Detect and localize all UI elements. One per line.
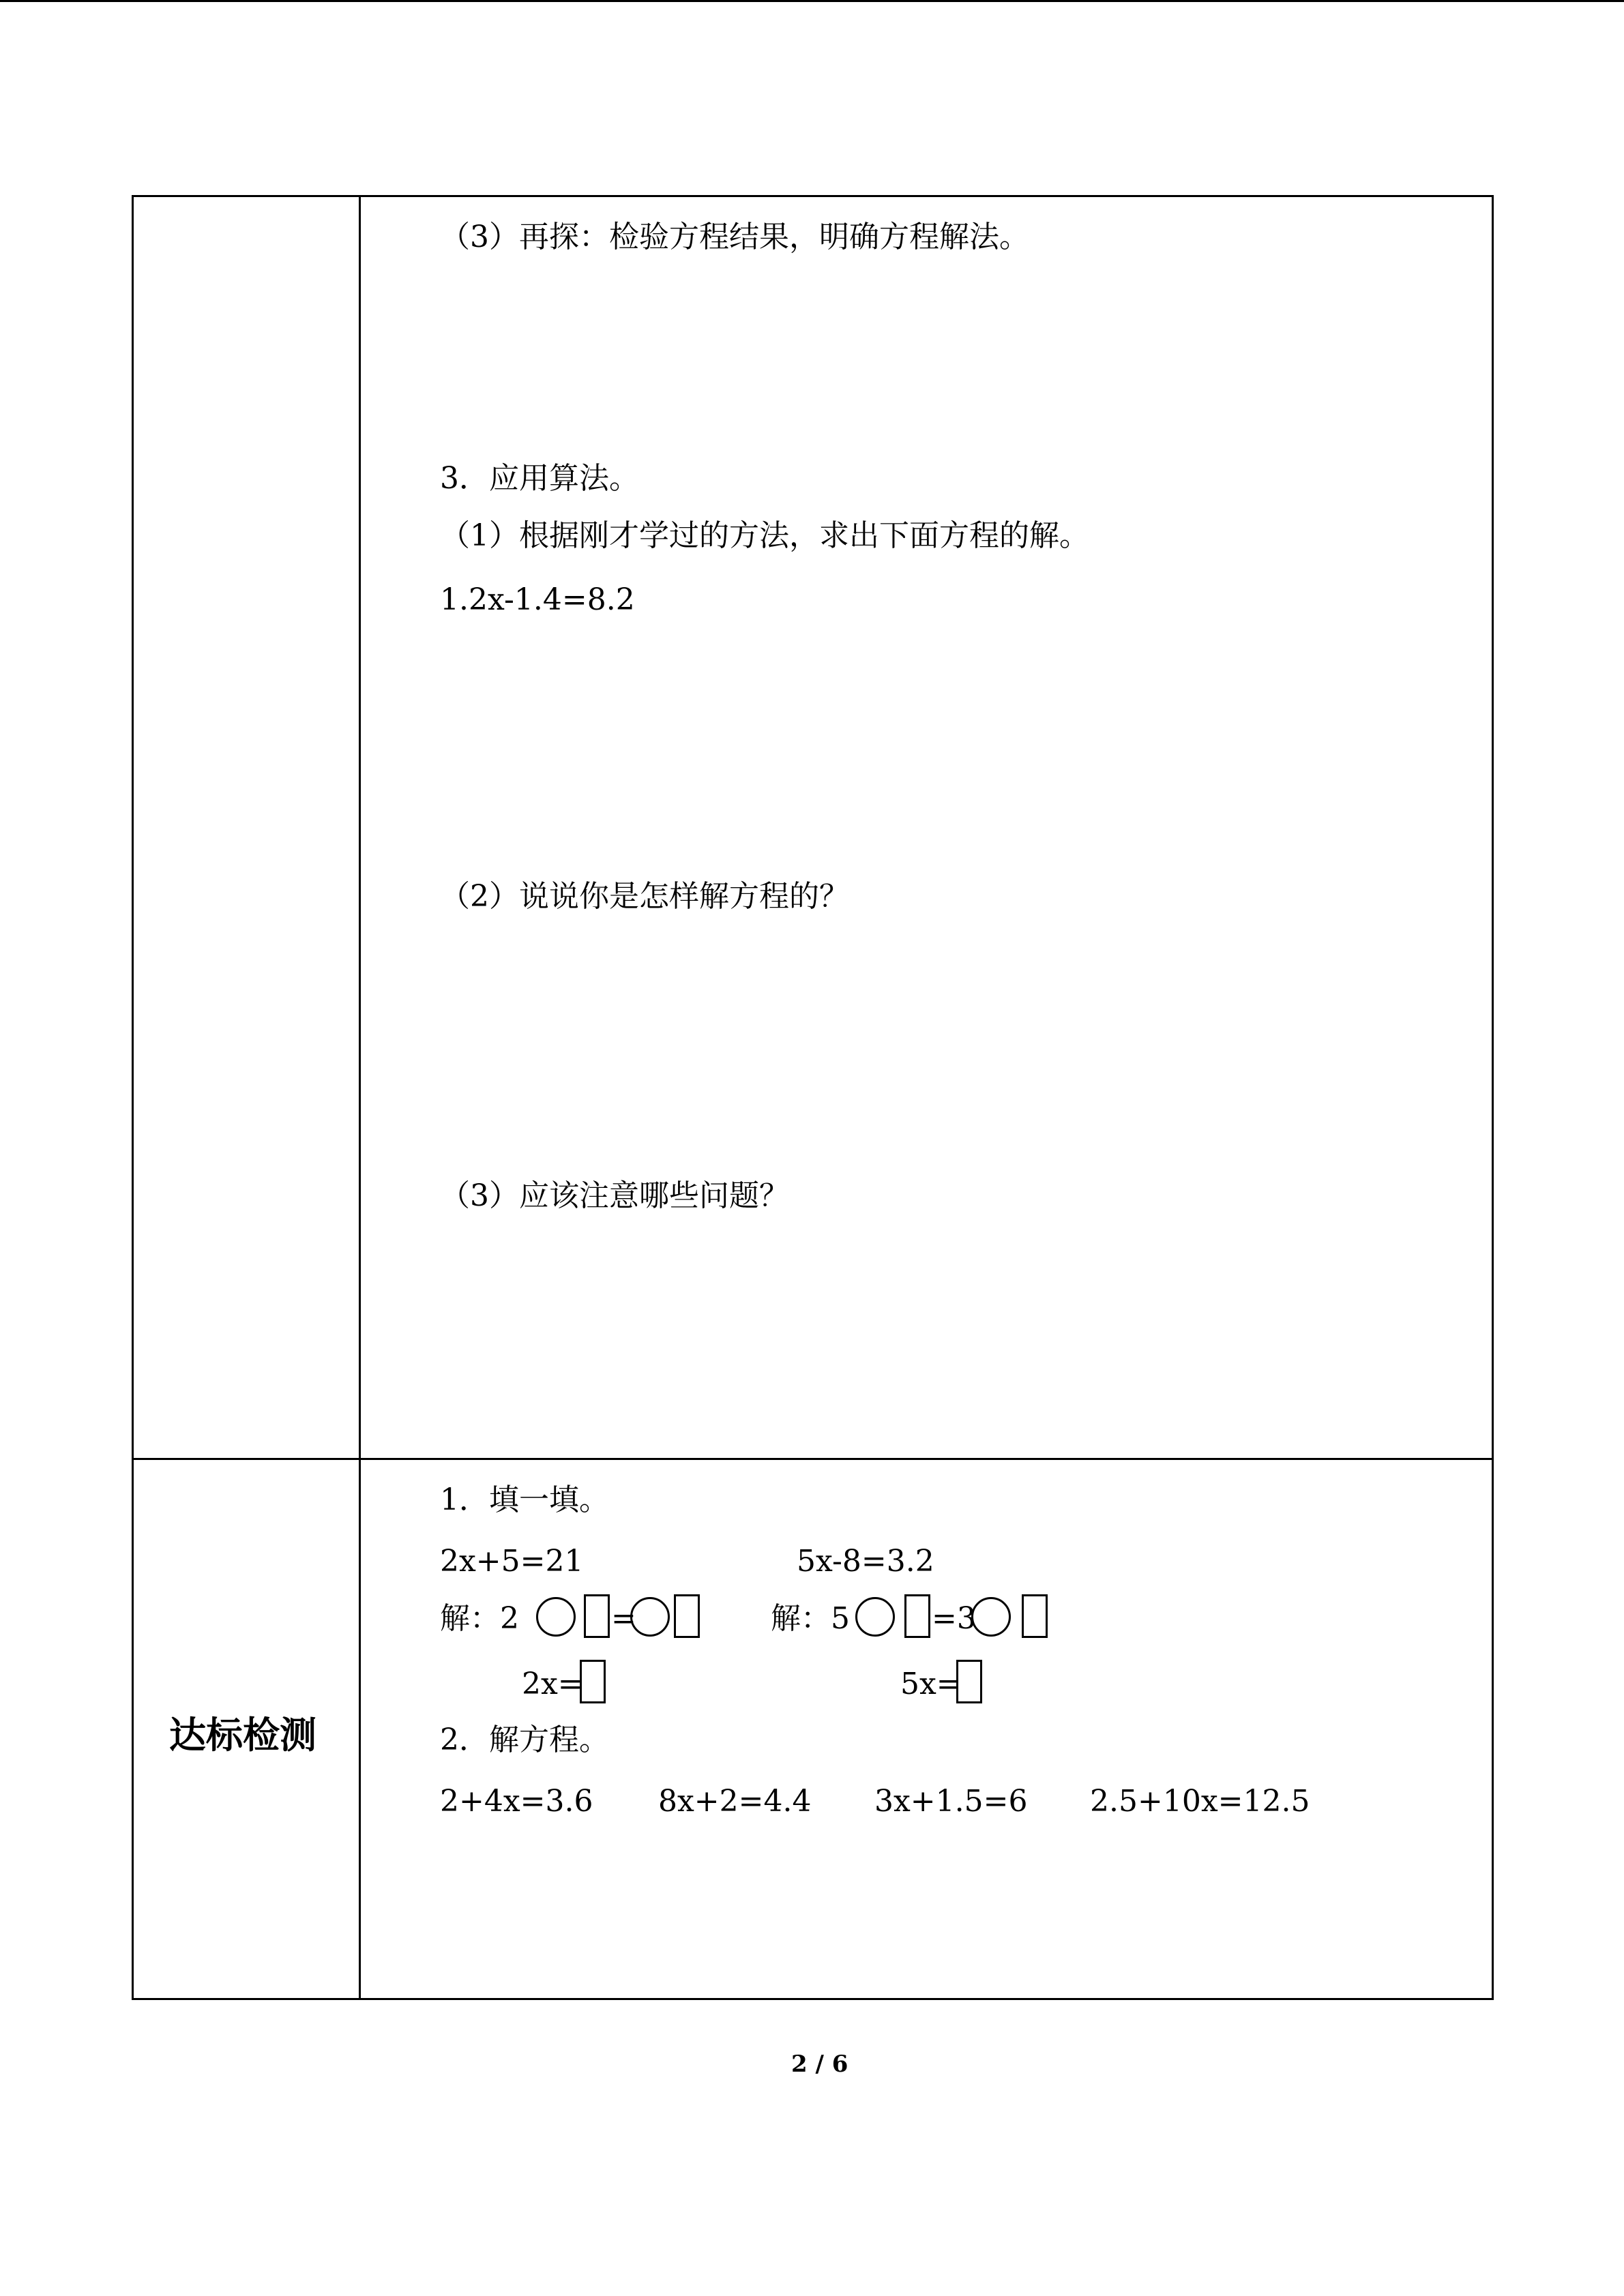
question-1: （1）根据刚才学过的方法，求出下面方程的解。 bbox=[440, 518, 1089, 553]
table-border-top bbox=[132, 195, 1494, 197]
result-left: 2x= bbox=[522, 1667, 583, 1701]
fill-heading: 1．填一填。 bbox=[440, 1482, 609, 1517]
equation-item: 8x+2=4.4 bbox=[658, 1784, 812, 1819]
question-3: （3）应该注意哪些问题？ bbox=[440, 1178, 789, 1213]
reexplore-line: （3）再探：检验方程结果，明确方程解法。 bbox=[440, 220, 1029, 254]
table-border-left bbox=[132, 195, 134, 2000]
apply-heading: 3．应用算法。 bbox=[440, 461, 639, 496]
solution-right-equals: =3 bbox=[932, 1601, 976, 1636]
equation-item: 2+4x=3.6 bbox=[440, 1784, 593, 1819]
table-border-right bbox=[1492, 195, 1494, 2000]
solution-right-prefix: 解：5 bbox=[771, 1601, 850, 1636]
operator-circle-blank[interactable] bbox=[971, 1597, 1011, 1637]
number-box-blank[interactable] bbox=[584, 1594, 610, 1638]
number-box-blank[interactable] bbox=[1022, 1594, 1048, 1638]
equation-left: 2x+5=21 bbox=[440, 1544, 584, 1579]
operator-circle-blank[interactable] bbox=[855, 1597, 895, 1637]
section-label: 达标检测 bbox=[169, 1714, 316, 1757]
table-border-bottom bbox=[132, 1998, 1494, 2000]
top-border bbox=[0, 0, 1624, 2]
result-box-blank[interactable] bbox=[580, 1660, 606, 1703]
page-number: 2 / 6 bbox=[791, 2051, 848, 2078]
table-column-divider bbox=[359, 195, 361, 2000]
equation-item: 2.5+10x=12.5 bbox=[1090, 1784, 1310, 1819]
solve-heading: 2．解方程。 bbox=[440, 1723, 609, 1757]
equation-item: 3x+1.5=6 bbox=[874, 1784, 1028, 1819]
result-box-blank[interactable] bbox=[956, 1660, 982, 1703]
result-right: 5x= bbox=[900, 1667, 962, 1701]
solution-left-equals: = bbox=[611, 1601, 636, 1636]
number-box-blank[interactable] bbox=[674, 1594, 700, 1638]
equation: 1.2x-1.4=8.2 bbox=[440, 582, 635, 617]
question-2: （2）说说你是怎样解方程的？ bbox=[440, 879, 849, 914]
operator-circle-blank[interactable] bbox=[536, 1597, 576, 1637]
equation-right: 5x-8=3.2 bbox=[797, 1544, 934, 1579]
operator-circle-blank[interactable] bbox=[630, 1597, 670, 1637]
table-divider bbox=[132, 1458, 1494, 1460]
solution-left-prefix: 解：2 bbox=[440, 1601, 519, 1636]
number-box-blank[interactable] bbox=[904, 1594, 930, 1638]
